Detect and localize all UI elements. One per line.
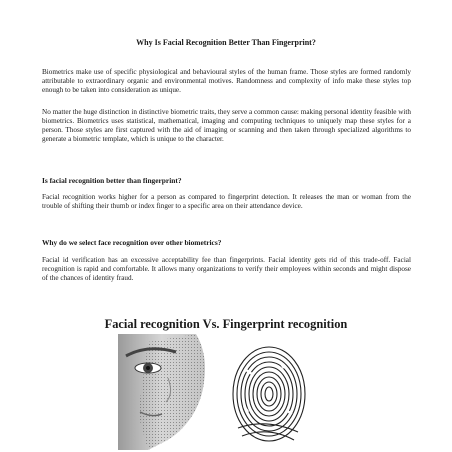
face-scan-icon — [118, 334, 210, 450]
intro-paragraph-2: No matter the huge distinction in distinctive biometric traits, they serve a common cause: making personal identity feasible with biometrics. Biometrics uses statistical, mathematical, imaging and computing techniques to uniquely map these styles for a person. Those styles are first captured with the aid of imaging or scanning and then taken through specialized algorithms to generate a biometric template, which is unique to the character. — [42, 108, 411, 143]
section1-body: Facial recognition works higher for a person as compared to fingerprint detection. It releases the man or woman from the trouble of shifting their thumb or index finger to a specific area on their attendance device. — [42, 193, 411, 210]
figure-title: Facial recognition Vs. Fingerprint recognition — [104, 317, 348, 331]
fingerprint-icon — [226, 340, 312, 448]
intro-paragraph-1: Biometrics make use of specific physiological and behavioural styles of the human frame. Those styles are formed randomly attributable to extraordinary organic and environmental motives. Randomness and complexity of info make these styles top enough to be taken into consideration as unique. — [42, 68, 411, 94]
section2-heading: Why do we select face recognition over other biometrics? — [42, 238, 222, 247]
section2-body: Facial id verification has an excessive acceptability fee than fingerprints. Facial identity gets rid of this trade-off. Facial recognition is rapid and comfortable. It allows many organizations to verify their employees within seconds and might dispose of the chances of identity fraud. — [42, 256, 411, 282]
document-title: Why Is Facial Recognition Better Than Fingerprint? — [136, 38, 316, 47]
section1-heading: Is facial recognition better than fingerprint? — [42, 176, 182, 185]
